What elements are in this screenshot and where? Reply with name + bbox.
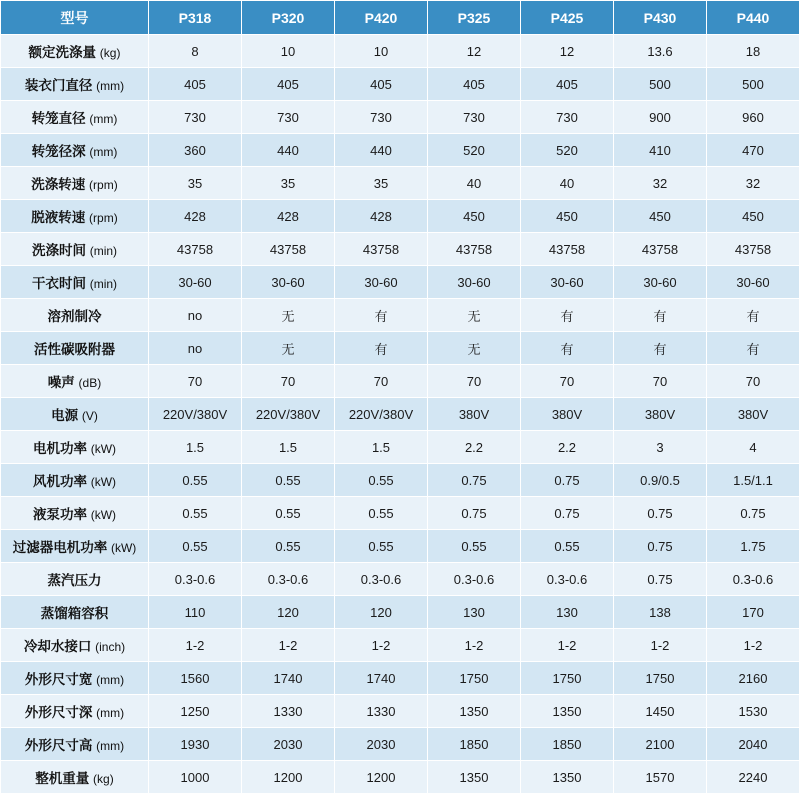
table-header xyxy=(1,1,800,35)
table-cell: 0.55 xyxy=(149,497,242,530)
row-label-unit: (kW) xyxy=(90,508,117,522)
row-label xyxy=(1,68,149,101)
row-label-text: 蒸汽压力 xyxy=(47,573,102,588)
row-label-text: 蒸馏箱容积 xyxy=(40,606,109,621)
header-cell-model: P320 xyxy=(242,1,335,35)
row-label-unit: (rpm) xyxy=(89,211,118,225)
table-cell: 13.6 xyxy=(614,35,707,68)
row-label-unit: (kg) xyxy=(99,46,121,60)
table-cell: 0.75 xyxy=(521,497,614,530)
row-label-text: 冷却水接口 xyxy=(23,639,92,654)
row-label-unit: (kW) xyxy=(90,475,117,489)
table-cell: 0.55 xyxy=(242,530,335,563)
row-label-unit: (mm) xyxy=(96,739,125,753)
table-cell: 0.3-0.6 xyxy=(707,563,800,596)
table-cell: 1.75 xyxy=(707,530,800,563)
table-cell: 40 xyxy=(428,167,521,200)
table-cell: 1350 xyxy=(521,761,614,794)
row-label-unit: (V) xyxy=(81,409,98,423)
table-cell: 1.5 xyxy=(149,431,242,464)
table-cell: 无 xyxy=(242,332,335,365)
row-label-unit: (mm) xyxy=(96,79,125,93)
table-row xyxy=(1,332,800,365)
table-cell: 0.55 xyxy=(242,464,335,497)
table-cell: 1330 xyxy=(242,695,335,728)
row-label-unit: (min) xyxy=(89,244,118,258)
table-cell: 450 xyxy=(428,200,521,233)
table-cell: 有 xyxy=(614,332,707,365)
table-cell: 0.55 xyxy=(521,530,614,563)
row-label-text: 外形尺寸深 xyxy=(24,705,93,720)
table-cell: 1740 xyxy=(242,662,335,695)
table-cell: 30-60 xyxy=(521,266,614,299)
table-cell: 无 xyxy=(242,299,335,332)
table-cell: 有 xyxy=(521,299,614,332)
table-row xyxy=(1,497,800,530)
table-cell: 1-2 xyxy=(335,629,428,662)
row-label-text: 外形尺寸高 xyxy=(24,738,93,753)
row-label xyxy=(1,299,149,332)
table-cell: 0.75 xyxy=(428,497,521,530)
table-cell: 1850 xyxy=(521,728,614,761)
table-row xyxy=(1,101,800,134)
row-label-text: 溶剂制冷 xyxy=(47,309,102,324)
row-label xyxy=(1,431,149,464)
table-cell: 428 xyxy=(335,200,428,233)
row-label xyxy=(1,695,149,728)
table-cell: 405 xyxy=(242,68,335,101)
table-cell: 有 xyxy=(335,299,428,332)
table-cell: 0.55 xyxy=(335,530,428,563)
table-cell: 43758 xyxy=(335,233,428,266)
table-cell: 12 xyxy=(428,35,521,68)
table-row xyxy=(1,134,800,167)
table-cell: 138 xyxy=(614,596,707,629)
table-row xyxy=(1,68,800,101)
row-label xyxy=(1,35,149,68)
table-cell: 0.3-0.6 xyxy=(149,563,242,596)
table-cell: 70 xyxy=(149,365,242,398)
row-label-text: 电机功率 xyxy=(32,441,87,456)
table-cell: 1850 xyxy=(428,728,521,761)
table-cell: 1330 xyxy=(335,695,428,728)
table-cell: 有 xyxy=(614,299,707,332)
header-cell-model: P440 xyxy=(707,1,800,35)
table-cell: 70 xyxy=(242,365,335,398)
table-cell: 0.75 xyxy=(521,464,614,497)
table-cell: 730 xyxy=(428,101,521,134)
row-label-text: 活性碳吸附器 xyxy=(34,342,115,357)
table-row xyxy=(1,299,800,332)
header-row xyxy=(1,1,800,35)
table-cell: 450 xyxy=(614,200,707,233)
row-label xyxy=(1,497,149,530)
table-row xyxy=(1,563,800,596)
table-cell: 360 xyxy=(149,134,242,167)
row-label-text: 过滤器电机功率 xyxy=(12,540,108,555)
table-cell: 428 xyxy=(149,200,242,233)
table-cell: 1450 xyxy=(614,695,707,728)
table-cell: 2040 xyxy=(707,728,800,761)
table-cell: 1530 xyxy=(707,695,800,728)
table-cell: 120 xyxy=(335,596,428,629)
row-label-text: 噪声 xyxy=(47,375,75,390)
table-cell: 43758 xyxy=(242,233,335,266)
row-label-text: 脱液转速 xyxy=(31,210,86,225)
table-cell: 1250 xyxy=(149,695,242,728)
table-row xyxy=(1,695,800,728)
row-label-unit: (rpm) xyxy=(89,178,118,192)
table-cell: 70 xyxy=(614,365,707,398)
row-label xyxy=(1,233,149,266)
table-cell: 30-60 xyxy=(428,266,521,299)
table-cell: 0.55 xyxy=(149,530,242,563)
row-label-unit: (min) xyxy=(89,277,118,291)
table-cell: 450 xyxy=(521,200,614,233)
row-label-text: 洗涤转速 xyxy=(31,177,86,192)
row-label-unit: (inch) xyxy=(95,640,126,654)
table-cell: 2160 xyxy=(707,662,800,695)
header-cell-model: P430 xyxy=(614,1,707,35)
row-label xyxy=(1,134,149,167)
table-row xyxy=(1,35,800,68)
header-cell-label: 型号 xyxy=(1,1,149,35)
row-label-unit: (kW) xyxy=(90,442,117,456)
row-label xyxy=(1,662,149,695)
row-label-unit: (kg) xyxy=(93,772,114,786)
table-cell: 410 xyxy=(614,134,707,167)
table-cell: 1000 xyxy=(149,761,242,794)
table-cell: 43758 xyxy=(614,233,707,266)
header-cell-model: P420 xyxy=(335,1,428,35)
row-label xyxy=(1,332,149,365)
table-cell: 35 xyxy=(335,167,428,200)
table-cell: 428 xyxy=(242,200,335,233)
table-cell: 1350 xyxy=(521,695,614,728)
table-cell: 有 xyxy=(521,332,614,365)
table-cell: 1350 xyxy=(428,761,521,794)
row-label xyxy=(1,563,149,596)
row-label-text: 外形尺寸宽 xyxy=(24,672,93,687)
table-cell: 380V xyxy=(707,398,800,431)
table-cell: 32 xyxy=(707,167,800,200)
table-cell: 0.55 xyxy=(335,497,428,530)
row-label-text: 整机重量 xyxy=(35,771,90,786)
table-row xyxy=(1,596,800,629)
table-cell: 30-60 xyxy=(149,266,242,299)
table-cell: 0.3-0.6 xyxy=(242,563,335,596)
table-cell: 1-2 xyxy=(521,629,614,662)
row-label xyxy=(1,266,149,299)
table-cell: 1.5 xyxy=(335,431,428,464)
table-cell: 130 xyxy=(428,596,521,629)
table-cell: 0.55 xyxy=(242,497,335,530)
table-cell: 43758 xyxy=(428,233,521,266)
table-cell: no xyxy=(149,299,242,332)
row-label-unit: (kW) xyxy=(110,541,137,555)
table-cell: 2.2 xyxy=(428,431,521,464)
table-cell: 450 xyxy=(707,200,800,233)
table-cell: 0.3-0.6 xyxy=(521,563,614,596)
table-cell: 0.55 xyxy=(149,464,242,497)
table-cell: 1740 xyxy=(335,662,428,695)
table-cell: 70 xyxy=(707,365,800,398)
header-cell-model: P425 xyxy=(521,1,614,35)
table-cell: 35 xyxy=(149,167,242,200)
table-cell: 1570 xyxy=(614,761,707,794)
row-label-text: 干衣时间 xyxy=(31,276,86,291)
row-label-unit: (dB) xyxy=(78,376,102,390)
table-cell: 730 xyxy=(149,101,242,134)
table-cell: 520 xyxy=(428,134,521,167)
table-cell: 0.9/0.5 xyxy=(614,464,707,497)
table-cell: 1560 xyxy=(149,662,242,695)
row-label-unit: (mm) xyxy=(89,112,118,126)
table-cell: 405 xyxy=(521,68,614,101)
table-cell: 30-60 xyxy=(335,266,428,299)
table-cell: 120 xyxy=(242,596,335,629)
table-row xyxy=(1,365,800,398)
row-label-text: 额定洗涤量 xyxy=(28,45,97,60)
table-body xyxy=(1,35,800,794)
row-label xyxy=(1,200,149,233)
table-cell: 无 xyxy=(428,332,521,365)
table-row xyxy=(1,167,800,200)
table-cell: 有 xyxy=(707,299,800,332)
table-cell: 有 xyxy=(335,332,428,365)
table-cell: 1750 xyxy=(614,662,707,695)
row-label xyxy=(1,761,149,794)
table-cell: 2100 xyxy=(614,728,707,761)
table-cell: 10 xyxy=(335,35,428,68)
table-cell: 220V/380V xyxy=(335,398,428,431)
table-cell: 8 xyxy=(149,35,242,68)
row-label-text: 液泵功率 xyxy=(32,507,87,522)
table-cell: 1.5 xyxy=(242,431,335,464)
table-cell: 1200 xyxy=(242,761,335,794)
table-row xyxy=(1,464,800,497)
table-row xyxy=(1,530,800,563)
table-cell: 1-2 xyxy=(614,629,707,662)
row-label-unit: (mm) xyxy=(89,145,118,159)
table-cell: 1200 xyxy=(335,761,428,794)
table-cell: 730 xyxy=(242,101,335,134)
table-cell: 12 xyxy=(521,35,614,68)
table-cell: 40 xyxy=(521,167,614,200)
table-cell: 500 xyxy=(614,68,707,101)
table-cell: 0.75 xyxy=(614,497,707,530)
table-cell: 440 xyxy=(242,134,335,167)
table-cell: 520 xyxy=(521,134,614,167)
table-row xyxy=(1,200,800,233)
table-cell: 405 xyxy=(335,68,428,101)
table-cell: 405 xyxy=(149,68,242,101)
table-cell: 1750 xyxy=(428,662,521,695)
table-row xyxy=(1,761,800,794)
table-cell: 43758 xyxy=(707,233,800,266)
row-label xyxy=(1,398,149,431)
table-cell: no xyxy=(149,332,242,365)
table-cell: 3 xyxy=(614,431,707,464)
row-label-text: 电源 xyxy=(51,408,79,423)
table-cell: 0.75 xyxy=(428,464,521,497)
row-label xyxy=(1,530,149,563)
table-cell: 4 xyxy=(707,431,800,464)
table-cell: 130 xyxy=(521,596,614,629)
table-cell: 70 xyxy=(335,365,428,398)
table-cell: 32 xyxy=(614,167,707,200)
table-cell: 43758 xyxy=(149,233,242,266)
table-cell: 960 xyxy=(707,101,800,134)
table-cell: 1-2 xyxy=(428,629,521,662)
table-cell: 有 xyxy=(707,332,800,365)
row-label-text: 转笼径深 xyxy=(31,144,86,159)
table-cell: 0.55 xyxy=(428,530,521,563)
table-cell: 1-2 xyxy=(242,629,335,662)
table-cell: 1.5/1.1 xyxy=(707,464,800,497)
row-label xyxy=(1,365,149,398)
table-cell: 220V/380V xyxy=(149,398,242,431)
table-cell: 730 xyxy=(335,101,428,134)
row-label-unit: (mm) xyxy=(96,706,125,720)
table-cell: 10 xyxy=(242,35,335,68)
table-row xyxy=(1,233,800,266)
table-row xyxy=(1,728,800,761)
row-label xyxy=(1,101,149,134)
table-cell: 470 xyxy=(707,134,800,167)
table-cell: 440 xyxy=(335,134,428,167)
table-cell: 500 xyxy=(707,68,800,101)
table-row xyxy=(1,266,800,299)
table-cell: 70 xyxy=(428,365,521,398)
table-cell: 0.75 xyxy=(707,497,800,530)
table-cell: 无 xyxy=(428,299,521,332)
table-cell: 1350 xyxy=(428,695,521,728)
table-cell: 18 xyxy=(707,35,800,68)
row-label-text: 装衣门直径 xyxy=(24,78,93,93)
table-cell: 405 xyxy=(428,68,521,101)
table-cell: 1750 xyxy=(521,662,614,695)
table-cell: 2240 xyxy=(707,761,800,794)
table-cell: 730 xyxy=(521,101,614,134)
row-label-text: 风机功率 xyxy=(32,474,87,489)
table-row xyxy=(1,398,800,431)
header-cell-model: P318 xyxy=(149,1,242,35)
table-cell: 1-2 xyxy=(149,629,242,662)
row-label-text: 洗涤时间 xyxy=(31,243,86,258)
table-cell: 30-60 xyxy=(707,266,800,299)
table-cell: 0.75 xyxy=(614,530,707,563)
table-cell: 1930 xyxy=(149,728,242,761)
row-label xyxy=(1,728,149,761)
table-cell: 0.3-0.6 xyxy=(335,563,428,596)
header-cell-model: P325 xyxy=(428,1,521,35)
table-cell: 380V xyxy=(521,398,614,431)
table-cell: 380V xyxy=(614,398,707,431)
table-cell: 380V xyxy=(428,398,521,431)
table-row xyxy=(1,431,800,464)
table-cell: 0.3-0.6 xyxy=(428,563,521,596)
table-cell: 30-60 xyxy=(614,266,707,299)
row-label xyxy=(1,629,149,662)
row-label xyxy=(1,167,149,200)
table-cell: 170 xyxy=(707,596,800,629)
table-cell: 30-60 xyxy=(242,266,335,299)
table-row xyxy=(1,662,800,695)
row-label-text: 转笼直径 xyxy=(31,111,86,126)
table-cell: 2.2 xyxy=(521,431,614,464)
table-cell: 35 xyxy=(242,167,335,200)
row-label xyxy=(1,596,149,629)
table-cell: 70 xyxy=(521,365,614,398)
table-cell: 2030 xyxy=(335,728,428,761)
table-cell: 0.75 xyxy=(614,563,707,596)
table-cell: 220V/380V xyxy=(242,398,335,431)
table-cell: 2030 xyxy=(242,728,335,761)
table-cell: 110 xyxy=(149,596,242,629)
row-label-unit: (mm) xyxy=(96,673,125,687)
table-cell: 900 xyxy=(614,101,707,134)
row-label xyxy=(1,464,149,497)
table-cell: 43758 xyxy=(521,233,614,266)
table-row xyxy=(1,629,800,662)
table-cell: 0.55 xyxy=(335,464,428,497)
table-cell: 1-2 xyxy=(707,629,800,662)
